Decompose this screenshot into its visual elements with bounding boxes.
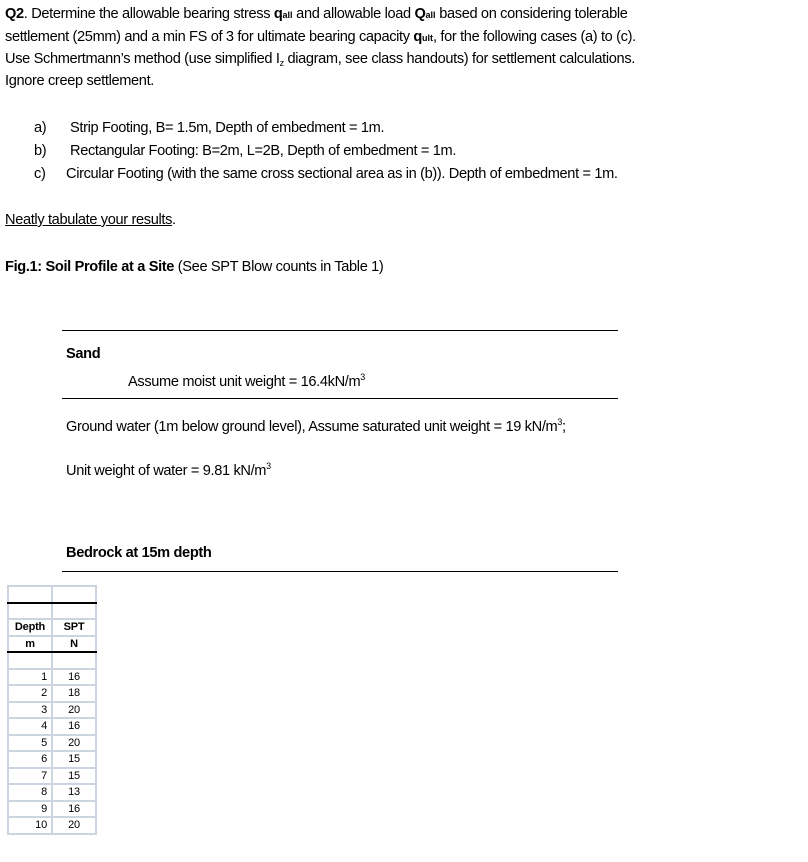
sand-text: Sand (66, 346, 101, 362)
case-a (34, 118, 384, 138)
question-line-2 (5, 27, 636, 48)
depth-cell: 6 (8, 751, 52, 768)
figure-caption (5, 257, 383, 277)
iz-subscript: z (279, 58, 284, 68)
question-label: Q2 (5, 6, 24, 22)
case-marker: a) (34, 120, 47, 136)
depth-cell: 7 (8, 768, 52, 785)
case-text: Strip Footing, B= 1.5m, Depth of embedment = 1m. (70, 120, 385, 136)
text: . Determine the allowable bearing stress (23, 6, 274, 22)
table-row (8, 817, 96, 834)
spt-cell: 18 (52, 685, 96, 702)
spt-cell: 20 (52, 735, 96, 752)
ground-surface-line (62, 330, 618, 331)
table-row (8, 718, 96, 735)
cell (8, 652, 52, 669)
figure-title: Fig.1: Soil Profile at a Site (5, 259, 175, 275)
spt-cell: 20 (52, 817, 96, 834)
question-line-4: Ignore creep settlement. (5, 73, 154, 89)
question-line-1 (5, 4, 628, 25)
question-line-3 (5, 49, 635, 73)
cell (52, 586, 96, 603)
text: Assume moist unit weight = 16.4kN/m (128, 373, 361, 390)
case-c (34, 164, 618, 184)
superscript: 3 (557, 417, 562, 427)
table-row (8, 768, 96, 785)
cell (52, 603, 96, 620)
text: Unit weight of water = 9.81 kN/m (66, 462, 267, 479)
Q-subscript: all (425, 10, 436, 20)
instruction-text: Neatly tabulate your results (5, 212, 173, 228)
header-depth-unit: m (8, 636, 52, 653)
depth-cell: 9 (8, 801, 52, 818)
depth-cell: 4 (8, 718, 52, 735)
case-b (34, 141, 456, 161)
bedrock-label (66, 543, 211, 563)
qult-symbol: q (413, 29, 422, 45)
text: and allowable load (292, 6, 415, 22)
depth-cell: 10 (8, 817, 52, 834)
text: Ground water (1m below ground level), Assume saturated unit weight = 19 kN/m (66, 418, 558, 435)
depth-cell: 5 (8, 735, 52, 752)
q-subscript: all (282, 10, 293, 20)
case-text: Rectangular Footing: B=2m, L=2B, Depth of embedment = 1m. (70, 143, 457, 159)
groundwater-text (66, 412, 566, 437)
table-row (8, 801, 96, 818)
text: diagram, see class handouts) for settlement calculations. (283, 51, 635, 67)
table-row (8, 702, 96, 719)
text: . (172, 212, 176, 228)
text: ; (562, 418, 566, 435)
Q-symbol: Q (414, 6, 426, 22)
spt-cell: 16 (52, 718, 96, 735)
qult-subscript: ult (422, 33, 433, 43)
text: , for the following cases (a) to (c). (433, 29, 636, 45)
table-row (8, 784, 96, 801)
bedrock-text: Bedrock at 15m depth (66, 545, 212, 561)
header-depth: Depth (8, 619, 52, 636)
spt-cell: 20 (52, 702, 96, 719)
water-weight (66, 456, 271, 481)
spt-cell: 15 (52, 751, 96, 768)
spt-cell: 15 (52, 768, 96, 785)
text: based on considering tolerable (435, 6, 628, 22)
sand-label (66, 344, 100, 364)
depth-cell: 8 (8, 784, 52, 801)
depth-cell: 1 (8, 669, 52, 686)
text: settlement (25mm) and a min FS of 3 for ultimate bearing capacity (5, 29, 414, 45)
spt-cell: 16 (52, 669, 96, 686)
header-spt: SPT (52, 619, 96, 636)
superscript: 3 (360, 372, 365, 382)
spt-cell: 13 (52, 784, 96, 801)
figure-note: (See SPT Blow counts in Table 1) (174, 259, 384, 275)
cell (8, 586, 52, 603)
header-spt-unit: N (52, 636, 96, 653)
table-row (8, 751, 96, 768)
moist-weight (128, 367, 365, 392)
bedrock-line (62, 571, 618, 572)
case-text: Circular Footing (with the same cross sectional area as in (b)). Depth of embedment = 1m. (66, 166, 618, 182)
cell (52, 652, 96, 669)
depth-cell: 2 (8, 685, 52, 702)
water-table-line (62, 398, 618, 399)
superscript: 3 (266, 461, 271, 471)
spt-cell: 16 (52, 801, 96, 818)
case-marker: c) (34, 166, 46, 182)
q-symbol: q (273, 6, 283, 22)
cell (8, 603, 52, 620)
text: Use Schmertmann’s method (use simplified I (5, 51, 280, 67)
depth-cell: 3 (8, 702, 52, 719)
case-marker: b) (34, 143, 47, 159)
instruction (5, 210, 176, 230)
table-row (8, 685, 96, 702)
table-row (8, 669, 96, 686)
spt-table (7, 585, 97, 835)
table-row (8, 735, 96, 752)
